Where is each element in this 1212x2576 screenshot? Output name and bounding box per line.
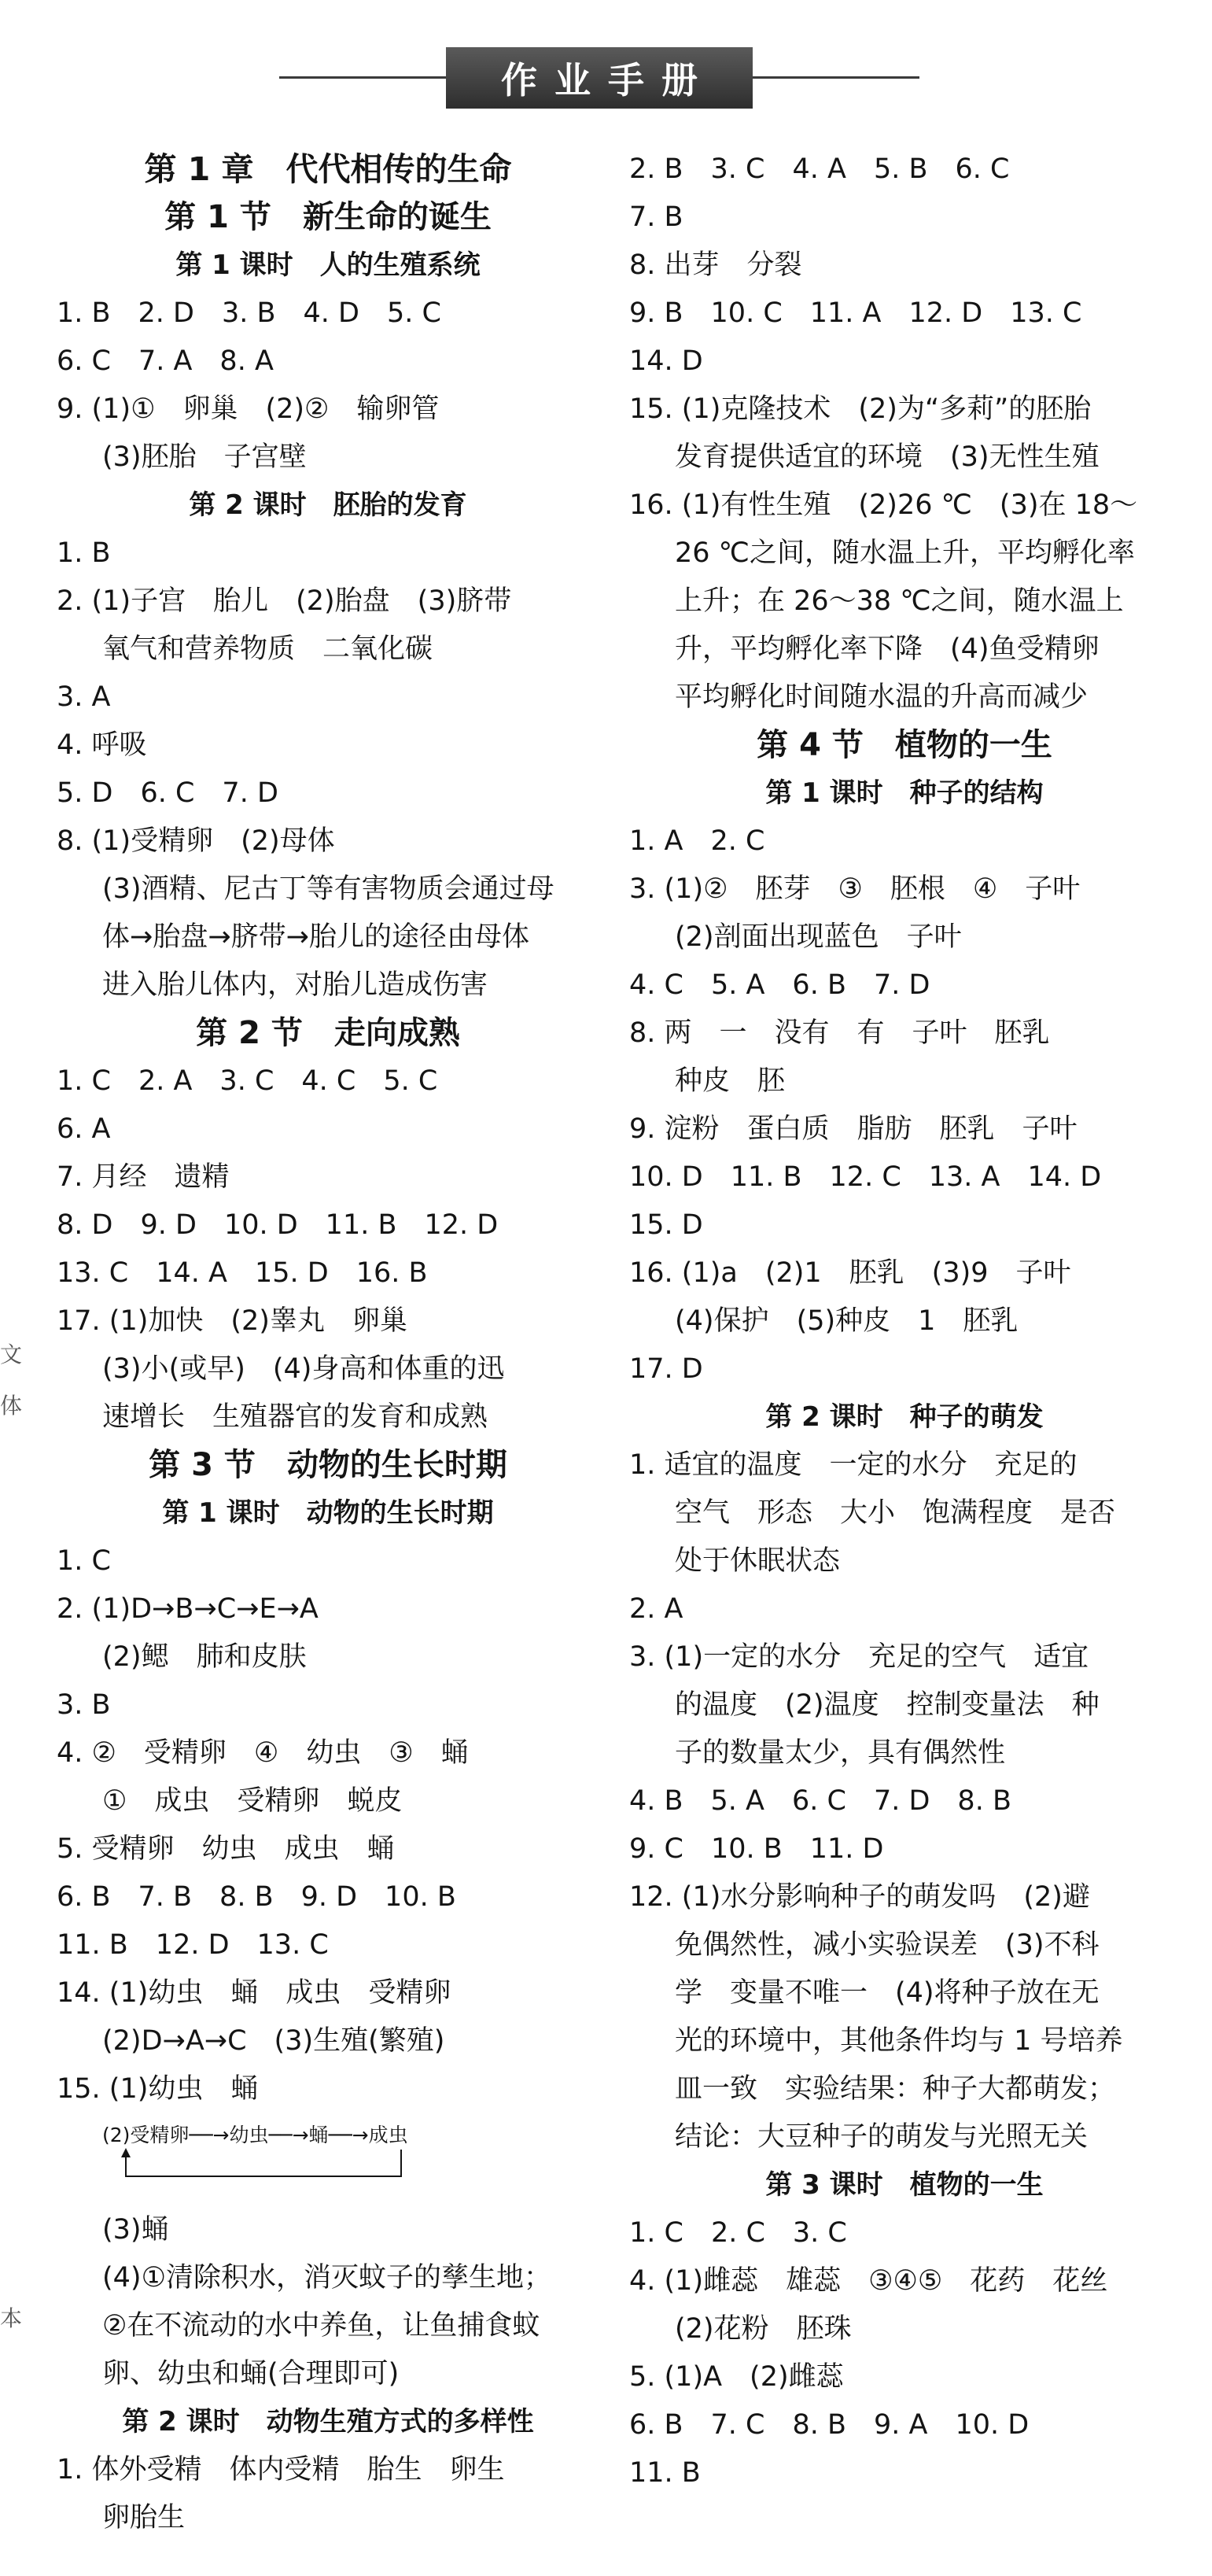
answer-line: 6. B 7. B 8. B 9. D 10. B: [57, 1881, 456, 1913]
answer-continuation: 免偶然性，减小实验误差 (3)不科: [675, 1929, 1100, 1961]
answer-line: 16. (1)a (2)1 胚乳 (3)9 子叶: [629, 1257, 1071, 1289]
answer-line: 3. (1)② 胚芽 ③ 胚根 ④ 子叶: [629, 873, 1081, 905]
answer-continuation: (3)蛹: [102, 2214, 169, 2246]
answer-line: 4. 呼吸: [57, 729, 147, 761]
answer-continuation: 结论：大豆种子的萌发与光照无关: [675, 2121, 1089, 2153]
answer-line: 8. (1)受精卵 (2)母体: [57, 825, 335, 857]
header-rule-left: [279, 76, 446, 79]
section-heading: 第 4 节 植物的一生: [757, 727, 1052, 763]
answer-line: 16. (1)有性生殖 (2)26 ℃ (3)在 18～: [629, 489, 1138, 521]
left-column: [57, 146, 599, 2542]
lesson-heading: 第 2 课时 种子的萌发: [765, 1401, 1044, 1433]
answer-continuation: 种皮 胚: [675, 1065, 786, 1097]
answer-continuation: 发育提供适宜的环境 (3)无性生殖: [675, 441, 1100, 473]
answer-line: 7. B: [629, 201, 683, 233]
answer-line: 9. C 10. B 11. D: [629, 1833, 884, 1865]
answer-continuation: 26 ℃之间，随水温上升，平均孵化率: [675, 537, 1135, 569]
lesson-heading: 第 1 课时 种子的结构: [765, 777, 1044, 809]
answer-line: 3. B: [57, 1689, 111, 1721]
answer-line: 3. (1)一定的水分 充足的空气 适宜: [629, 1641, 1089, 1673]
answer-continuation: (2)D→A→C (3)生殖(繁殖): [102, 2025, 445, 2057]
section-heading: 第 1 节 新生命的诞生: [164, 199, 492, 235]
header-rule-right: [753, 76, 919, 79]
cycle-return-arrow: [102, 2148, 433, 2187]
answer-continuation: 光的环境中，其他条件均与 1 号培养: [675, 2025, 1123, 2057]
answer-continuation: (3)小(或早) (4)身高和体重的迅: [102, 1353, 505, 1385]
lesson-heading: 第 1 课时 人的生殖系统: [175, 249, 481, 281]
answer-line: 8. 两 一 没有 有 子叶 胚乳: [629, 1017, 1050, 1049]
answer-line: 1. C 2. C 3. C: [629, 2217, 847, 2249]
answer-line: 5. (1)A (2)雌蕊: [629, 2361, 844, 2393]
answer-line: 11. B 12. D 13. C: [57, 1929, 329, 1961]
answer-line: 9. 淀粉 蛋白质 脂肪 胚乳 子叶: [629, 1113, 1078, 1145]
answer-line: 10. D 11. B 12. C 13. A 14. D: [629, 1161, 1102, 1193]
answer-continuation: (3)酒精、尼古丁等有害物质会通过母: [102, 873, 554, 905]
answer-line: 6. A: [57, 1113, 111, 1145]
answer-continuation: (4)保护 (5)种皮 1 胚乳: [675, 1305, 1019, 1337]
lesson-heading: 第 2 课时 动物生殖方式的多样性: [122, 2406, 534, 2438]
answer-continuation: 空气 形态 大小 饱满程度 是否: [675, 1497, 1116, 1529]
answer-continuation: (4)①清除积水，消灭蚊子的孳生地；: [102, 2262, 551, 2294]
answer-continuation: 进入胎儿体内，对胎儿造成伤害: [102, 969, 488, 1001]
edge-mark: 本: [0, 2305, 23, 2331]
answer-line: 4. B 5. A 6. C 7. D 8. B: [629, 1785, 1011, 1817]
answer-line: 1. C: [57, 1545, 111, 1577]
answer-continuation: (2)花粉 胚珠: [675, 2313, 852, 2345]
answer-continuation: 速增长 生殖器官的发育和成熟: [102, 1401, 488, 1433]
answer-line: 2. B 3. C 4. A 5. B 6. C: [629, 153, 1010, 185]
answer-continuation: (2)剖面出现蓝色 子叶: [675, 921, 962, 953]
right-column: [629, 146, 1180, 2497]
answer-continuation: 体→胎盘→脐带→胎儿的途径由母体: [102, 921, 529, 953]
life-cycle-diagram: [57, 2113, 599, 2206]
answer-continuation: 子的数量太少，具有偶然性: [675, 1737, 1006, 1769]
answer-line: 8. D 9. D 10. D 11. B 12. D: [57, 1209, 499, 1241]
answer-continuation: 升，平均孵化率下降 (4)鱼受精卵: [675, 633, 1100, 665]
answer-continuation: ②在不流动的水中养鱼，让鱼捕食蚊: [102, 2310, 540, 2342]
answer-continuation: 上升；在 26～38 ℃之间，随水温上: [675, 585, 1124, 617]
answer-continuation: 卵胎生: [102, 2502, 186, 2534]
answer-line: 2. A: [629, 1593, 683, 1625]
lesson-heading: 第 1 课时 动物的生长时期: [162, 1497, 494, 1529]
answer-line: 1. A 2. C: [629, 825, 765, 857]
answer-continuation: (2)鳃 肺和皮肤: [102, 1641, 307, 1673]
answer-line: 15. (1)克隆技术 (2)为“多莉”的胚胎: [629, 393, 1092, 425]
answer-line: 1. B 2. D 3. B 4. D 5. C: [57, 297, 441, 329]
page-header: [0, 0, 1212, 118]
answer-continuation: 学 变量不唯一 (4)将种子放在无: [675, 1977, 1100, 2009]
answer-line: 1. C 2. A 3. C 4. C 5. C: [57, 1065, 438, 1097]
answer-line: 4. (1)雌蕊 雄蕊 ③④⑤ 花药 花丝: [629, 2265, 1108, 2297]
answer-line: 13. C 14. A 15. D 16. B: [57, 1257, 428, 1289]
answer-line: 9. B 10. C 11. A 12. D 13. C: [629, 297, 1082, 329]
cycle-return-line: [126, 2150, 401, 2176]
answer-line: 14. (1)幼虫 蛹 成虫 受精卵: [57, 1977, 451, 2009]
answer-line: 5. 受精卵 幼虫 成虫 蛹: [57, 1833, 395, 1865]
header-title: 作业手册: [446, 47, 753, 109]
answer-line: 6. B 7. C 8. B 9. A 10. D: [629, 2409, 1030, 2441]
answer-line: 1. 体外受精 体内受精 胎生 卵生: [57, 2454, 505, 2486]
edge-mark: 体: [0, 1393, 23, 1419]
answer-line: 8. 出芽 分裂: [629, 249, 802, 281]
answer-continuation: (3)胚胎 子宫壁: [102, 441, 307, 473]
answer-line: 11. B: [629, 2457, 701, 2489]
section-heading: 第 2 节 走向成熟: [196, 1015, 460, 1051]
answer-line: 2. (1)子宫 胎儿 (2)胎盘 (3)脐带: [57, 585, 512, 617]
chapter-heading: 第 1 章 代代相传的生命: [144, 150, 512, 188]
lesson-heading: 第 3 课时 植物的一生: [765, 2169, 1044, 2201]
answer-line: 4. ② 受精卵 ④ 幼虫 ③ 蛹: [57, 1737, 469, 1769]
answer-line: 17. (1)加快 (2)睾丸 卵巢: [57, 1305, 407, 1337]
answer-line: 9. (1)① 卵巢 (2)② 输卵管: [57, 393, 440, 425]
section-heading: 第 3 节 动物的生长时期: [149, 1447, 507, 1483]
answer-line: 12. (1)水分影响种子的萌发吗 (2)避: [629, 1881, 1090, 1913]
answer-line: 14. D: [629, 345, 703, 377]
answer-continuation: 平均孵化时间随水温的升高而减少: [675, 681, 1089, 713]
arrow-head-icon: [121, 2148, 131, 2157]
answer-continuation: 皿一致 实验结果：种子大都萌发；: [675, 2073, 1116, 2105]
answer-line: 4. C 5. A 6. B 7. D: [629, 969, 930, 1001]
answer-continuation: ① 成虫 受精卵 蜕皮: [102, 1785, 403, 1817]
answer-line: 15. (1)幼虫 蛹: [57, 2073, 259, 2105]
answer-continuation: 的温度 (2)温度 控制变量法 种: [675, 1689, 1100, 1721]
answer-line: 6. C 7. A 8. A: [57, 345, 274, 377]
answer-line: 5. D 6. C 7. D: [57, 777, 278, 809]
answer-continuation: 卵、幼虫和蛹(合理即可): [102, 2358, 400, 2390]
answer-line: 2. (1)D→B→C→E→A: [57, 1593, 319, 1625]
answer-line: 1. B: [57, 537, 111, 569]
answer-line: 15. D: [629, 1209, 703, 1241]
answer-line: 3. A: [57, 681, 111, 713]
lesson-heading: 第 2 课时 胚胎的发育: [189, 489, 467, 521]
answer-line: 17. D: [629, 1353, 703, 1385]
life-cycle-flow-text: (2)受精卵──→幼虫──→蛹──→成虫: [102, 2124, 408, 2146]
answer-line: 7. 月经 遗精: [57, 1161, 230, 1193]
edge-mark: 文: [0, 1342, 23, 1367]
answer-line: 1. 适宜的温度 一定的水分 充足的: [629, 1449, 1078, 1481]
answer-continuation: 处于休眠状态: [675, 1545, 841, 1577]
answer-continuation: 氧气和营养物质 二氧化碳: [102, 633, 433, 665]
